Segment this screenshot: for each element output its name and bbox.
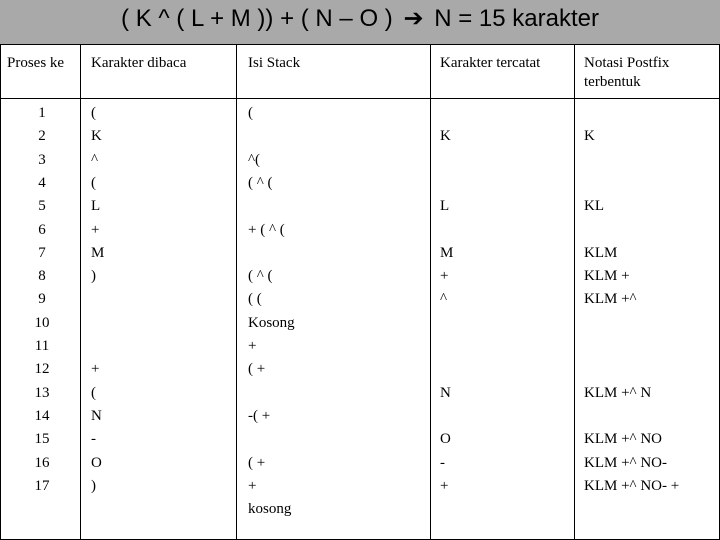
table-cell: 13 xyxy=(34,384,50,401)
column-tercatat xyxy=(440,44,570,540)
table-cell: + xyxy=(248,338,257,354)
table-cell: ( ^ ( xyxy=(248,174,273,191)
table-cell: + xyxy=(440,268,449,285)
table-cell: + xyxy=(248,477,257,494)
column-dibaca xyxy=(91,44,231,540)
header-stack: Isi Stack xyxy=(248,55,301,71)
table-cell: K xyxy=(91,128,102,145)
table-cell: ( xyxy=(91,384,96,401)
table-cell: 7 xyxy=(38,244,46,261)
table-cell: ( + xyxy=(248,454,266,471)
table-cell: L xyxy=(440,198,450,215)
table-cell: O xyxy=(91,454,102,471)
table-cell: 10 xyxy=(34,314,50,331)
header-postfix: Notasi Postfix terbentuk xyxy=(584,55,670,90)
table-cell: ) xyxy=(91,477,96,494)
table-cell: - xyxy=(440,454,445,471)
table-cell: + xyxy=(440,477,449,494)
table-cell: 14 xyxy=(34,407,50,424)
column-stack xyxy=(248,44,426,540)
postfix-table xyxy=(0,44,720,540)
table-cell: 12 xyxy=(34,361,50,378)
table-cell: ( + xyxy=(248,361,266,378)
table-cell: KLM +^ xyxy=(584,291,637,308)
header-proses: Proses ke xyxy=(7,55,65,71)
table-cell: 3 xyxy=(38,151,46,168)
table-cell: ( ( xyxy=(248,291,262,308)
column-divider xyxy=(574,44,575,540)
table-cell: -( + xyxy=(248,407,271,424)
table-cell: ( ^ ( xyxy=(248,268,273,285)
table-cell: M xyxy=(440,244,454,261)
table-cell: KLM + xyxy=(584,268,630,285)
table-cell: 9 xyxy=(38,291,46,308)
title-count: N = 15 karakter xyxy=(434,5,599,32)
table-cell: Kosong xyxy=(248,314,295,331)
table-cell: 4 xyxy=(38,174,46,191)
table-cell: ( xyxy=(248,105,253,121)
table-cell: 2 xyxy=(38,128,46,145)
column-divider xyxy=(80,44,81,540)
column-divider xyxy=(236,44,237,540)
table-cell: 15 xyxy=(34,431,50,448)
table-cell: + xyxy=(91,361,100,378)
table-cell: ^( xyxy=(248,151,261,168)
table-cell: 6 xyxy=(38,221,46,238)
table-cell: - xyxy=(91,431,96,448)
table-cell: N xyxy=(440,384,451,401)
table-cell: 16 xyxy=(34,454,50,471)
table-cell: KLM +^ NO xyxy=(584,431,662,448)
table-cell: 8 xyxy=(38,268,46,285)
table-cell: ^ xyxy=(440,291,448,308)
table-cell: ^ xyxy=(91,151,99,168)
table-cell: 1 xyxy=(38,105,46,121)
table-cell: 5 xyxy=(38,198,46,215)
column-proses xyxy=(7,44,77,540)
table-cell: L xyxy=(91,198,101,215)
table-cell: N xyxy=(91,407,102,424)
table-cell: M xyxy=(91,244,105,261)
table-cell: KLM xyxy=(584,244,618,261)
header-dibaca: Karakter dibaca xyxy=(91,55,187,71)
table-cell: ( xyxy=(91,105,96,121)
table-cell: kosong xyxy=(248,501,292,518)
table-cell: + xyxy=(91,221,100,238)
table-cell: ) xyxy=(91,268,96,285)
table-cell: 17 xyxy=(34,477,50,494)
title-expression: ( K ^ ( L + M )) + ( N – O ) xyxy=(121,5,393,32)
table-cell: ( xyxy=(91,174,96,191)
table-cell: 11 xyxy=(34,338,50,354)
table-cell: KL xyxy=(584,198,604,215)
table-cell: KLM +^ NO- + xyxy=(584,477,680,494)
table-cell: KLM +^ N xyxy=(584,384,652,401)
table-cell: K xyxy=(584,128,595,145)
table-cell: O xyxy=(440,431,451,448)
column-divider xyxy=(0,44,1,540)
table-cell: + ( ^ ( xyxy=(248,221,285,238)
column-divider xyxy=(430,44,431,540)
header-tercatat: Karakter tercatat xyxy=(440,55,541,71)
table-cell: KLM +^ NO- xyxy=(584,454,667,471)
arrow-icon: ➔ xyxy=(403,5,424,32)
column-postfix xyxy=(584,44,716,540)
table-cell: K xyxy=(440,128,451,145)
page-title xyxy=(0,4,720,33)
